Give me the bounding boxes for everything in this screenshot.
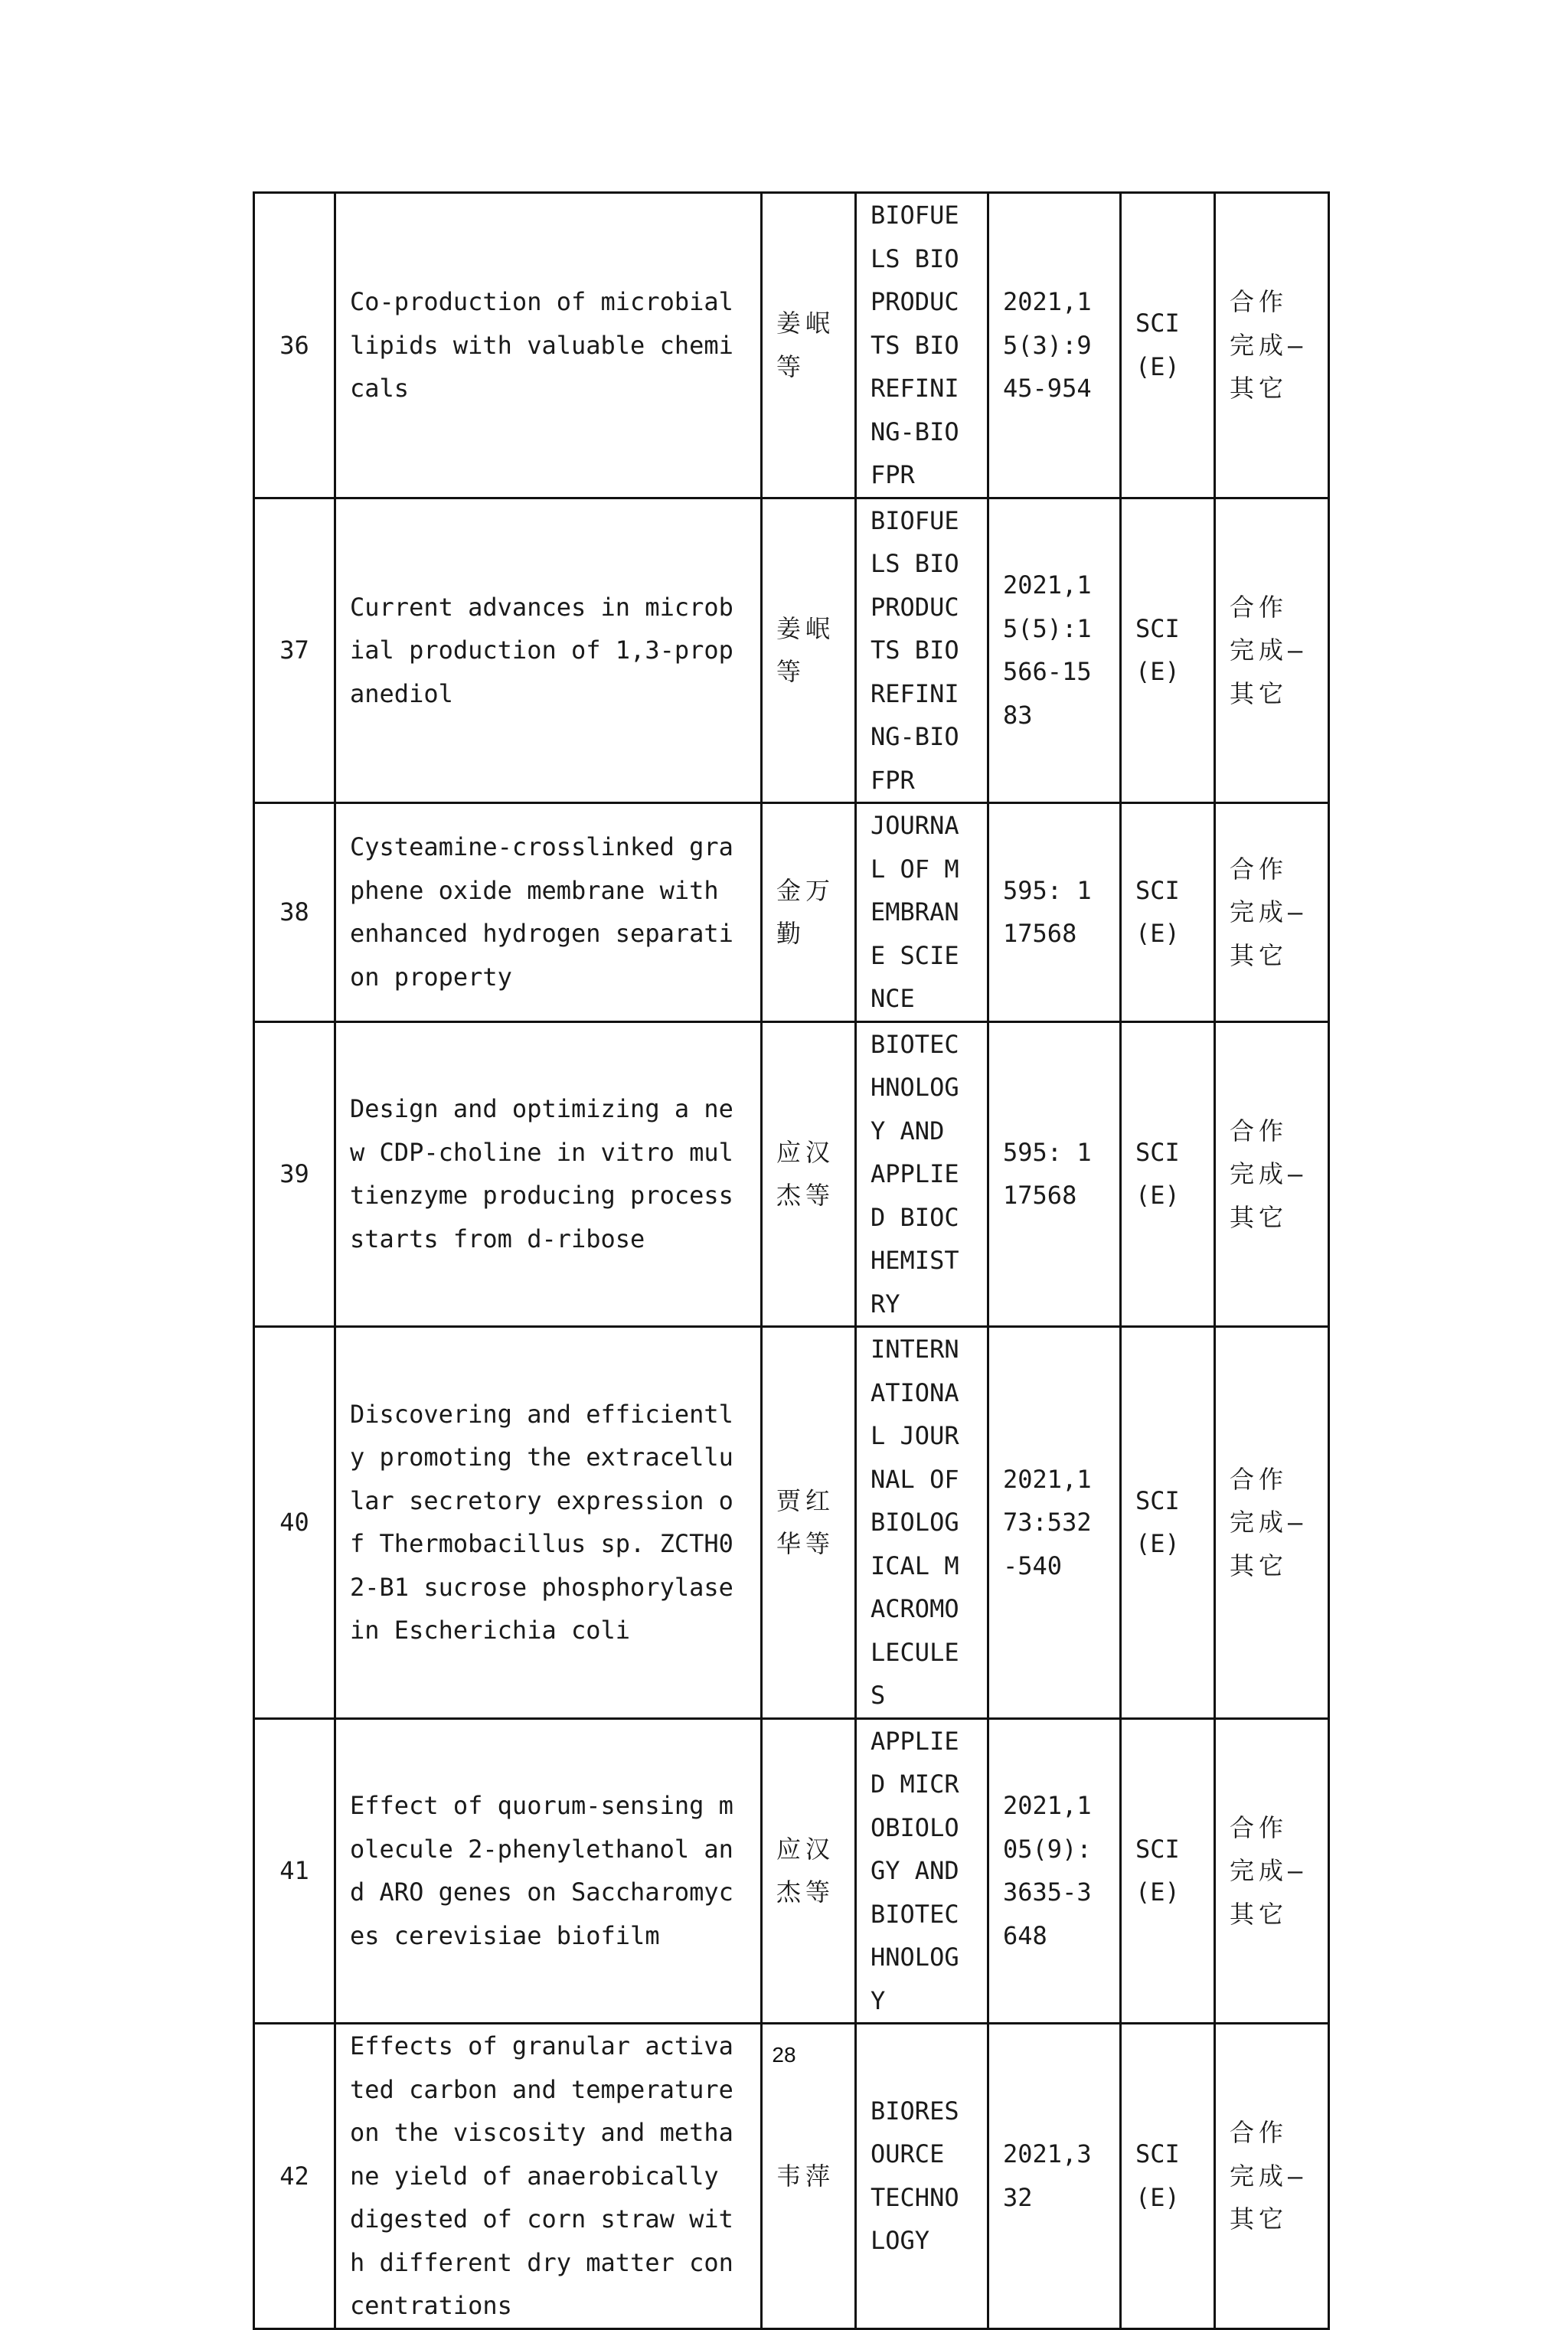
row-number: 40 bbox=[254, 1327, 335, 1719]
journal: BIORESOURCE TECHNOLOGY bbox=[856, 2024, 988, 2329]
table-row bbox=[254, 803, 1329, 1022]
row-number: 36 bbox=[254, 193, 335, 498]
completion-type: 合作完成—其它 bbox=[1215, 803, 1329, 1022]
row-number: 37 bbox=[254, 498, 335, 803]
paper-title: Design and optimizing a new CDP-choline in vitro multienzyme producing process starts from d-ribose bbox=[335, 1021, 762, 1327]
author: 韦萍 bbox=[762, 2024, 856, 2329]
journal: JOURNAL OF MEMBRANE SCIENCE bbox=[856, 803, 988, 1022]
author: 贾红华等 bbox=[762, 1327, 856, 1719]
volume-pages: 2021,105(9):3635-3648 bbox=[988, 1718, 1121, 2024]
row-number: 39 bbox=[254, 1021, 335, 1327]
author: 金万勤 bbox=[762, 803, 856, 1022]
table-row bbox=[254, 1327, 1329, 1719]
table-row bbox=[254, 1021, 1329, 1327]
table-row bbox=[254, 498, 1329, 803]
journal: APPLIED MICROBIOLOGY AND BIOTECHNOLOGY bbox=[856, 1718, 988, 2024]
completion-type: 合作完成—其它 bbox=[1215, 193, 1329, 498]
completion-type: 合作完成—其它 bbox=[1215, 2024, 1329, 2329]
index-type: SCI(E) bbox=[1121, 1021, 1215, 1327]
author: 姜岷等 bbox=[762, 498, 856, 803]
row-number: 42 bbox=[254, 2024, 335, 2329]
paper-title: Cysteamine-crosslinked graphene oxide membrane with enhanced hydrogen separation property bbox=[335, 803, 762, 1022]
table-row bbox=[254, 193, 1329, 498]
journal: INTERNATIONAL JOURNAL OF BIOLOGICAL MACROMOLECULES bbox=[856, 1327, 988, 1719]
paper-title: Discovering and efficiently promoting the extracellular secretory expression of Thermobacillus sp. ZCTH02-B1 sucrose phosphorylase in Escherichia coli bbox=[335, 1327, 762, 1719]
volume-pages: 595: 117568 bbox=[988, 1021, 1121, 1327]
index-type: SCI(E) bbox=[1121, 1327, 1215, 1719]
page-number: 28 bbox=[772, 2043, 796, 2067]
completion-type: 合作完成—其它 bbox=[1215, 1327, 1329, 1719]
author: 姜岷等 bbox=[762, 193, 856, 498]
completion-type: 合作完成—其它 bbox=[1215, 498, 1329, 803]
index-type: SCI(E) bbox=[1121, 1718, 1215, 2024]
author: 应汉杰等 bbox=[762, 1021, 856, 1327]
volume-pages: 595: 117568 bbox=[988, 803, 1121, 1022]
author: 应汉杰等 bbox=[762, 1718, 856, 2024]
index-type: SCI(E) bbox=[1121, 2024, 1215, 2329]
volume-pages: 2021,15(3):945-954 bbox=[988, 193, 1121, 498]
journal: BIOFUELS BIOPRODUCTS BIOREFINING-BIOFPR bbox=[856, 193, 988, 498]
index-type: SCI(E) bbox=[1121, 193, 1215, 498]
paper-title: Co-production of microbial lipids with valuable chemicals bbox=[335, 193, 762, 498]
table-row bbox=[254, 2024, 1329, 2329]
publication-table bbox=[253, 191, 1330, 2330]
index-type: SCI(E) bbox=[1121, 803, 1215, 1022]
row-number: 38 bbox=[254, 803, 335, 1022]
row-number: 41 bbox=[254, 1718, 335, 2024]
completion-type: 合作完成—其它 bbox=[1215, 1718, 1329, 2024]
paper-title: Effects of granular activated carbon and temperature on the viscosity and methane yield of anaerobically digested of corn straw with different dry matter concentrations bbox=[335, 2024, 762, 2329]
index-type: SCI(E) bbox=[1121, 498, 1215, 803]
volume-pages: 2021,173:532-540 bbox=[988, 1327, 1121, 1719]
volume-pages: 2021,15(5):1566-1583 bbox=[988, 498, 1121, 803]
completion-type: 合作完成—其它 bbox=[1215, 1021, 1329, 1327]
paper-title: Effect of quorum-sensing molecule 2-phenylethanol and ARO genes on Saccharomyces cerevisiae biofilm bbox=[335, 1718, 762, 2024]
table-row bbox=[254, 1718, 1329, 2024]
journal: BIOTECHNOLOGY AND APPLIED BIOCHEMISTRY bbox=[856, 1021, 988, 1327]
journal: BIOFUELS BIOPRODUCTS BIOREFINING-BIOFPR bbox=[856, 498, 988, 803]
paper-title: Current advances in microbial production of 1,3-propanediol bbox=[335, 498, 762, 803]
volume-pages: 2021,332 bbox=[988, 2024, 1121, 2329]
